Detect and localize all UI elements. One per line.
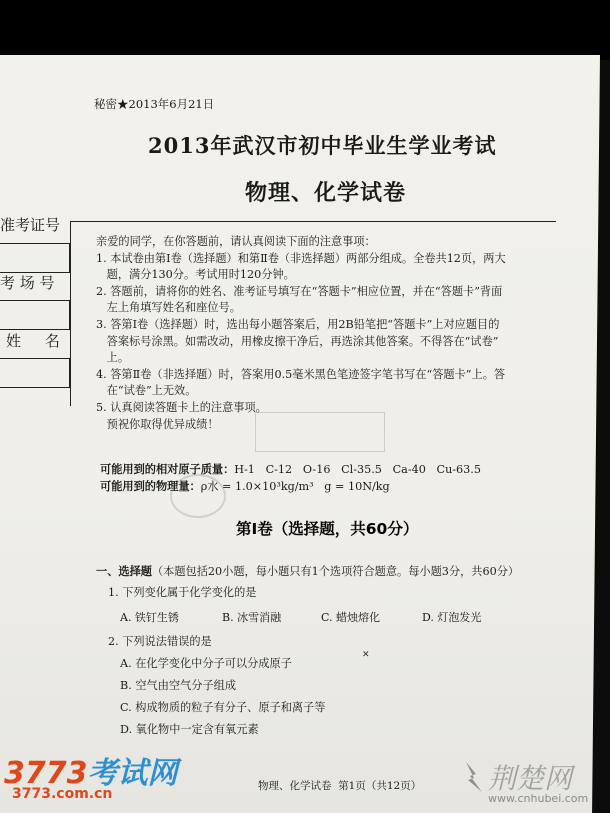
question-option: B. 空气由空气分子组成 [120, 679, 237, 692]
binding-line [70, 221, 556, 222]
exam-title: 2013年武汉市初中毕业生学业考试 [148, 133, 497, 158]
instruction-line: 3. 答第Ⅰ卷（选择题）时，选出每小题答案后，用2B铅笔把“答题卡”上对应题目的 [96, 317, 500, 331]
name-box[interactable] [0, 358, 70, 388]
exam-room-box[interactable] [0, 300, 70, 330]
binding-line-vertical [70, 221, 71, 406]
question-option: B. 冰雪消融 [222, 611, 282, 624]
question-option: D. 灯泡发光 [422, 611, 482, 624]
section-intro-label: 一、选择题 [96, 565, 152, 578]
watermark-cnhubei-url: www.cnhubei.com [488, 792, 589, 805]
exam-room-label: 考 场 号 [0, 274, 55, 292]
watermark-3773-url: 3773.com.cn [12, 786, 113, 802]
constants-block [100, 462, 481, 495]
cnhubei-logo-icon [462, 760, 488, 794]
instruction-line: 左上角填写姓名和座位号。 [96, 301, 241, 315]
watermark-cnhubei-logo: 荆楚网 [488, 762, 573, 795]
ticket-number-label: 准考证号 [0, 216, 61, 234]
instruction-line: 5. 认真阅读答题卡上的注意事项。 [96, 400, 267, 414]
question-stem: 1. 下列变化属于化学变化的是 [108, 585, 257, 599]
section-intro-text: （本题包括20小题，每小题只有1个选项符合题意。每小题3分，共60分） [151, 565, 520, 578]
watermark-brand-number: 3773 [4, 756, 88, 791]
question-option: A. 铁钉生锈 [120, 611, 179, 624]
question-stem: 2. 下列说法错误的是 [108, 635, 212, 648]
stray-pen-mark: ✕ [362, 650, 370, 660]
physics-quantity-label: 可能用到的物理量： [100, 479, 201, 493]
question-option: A. 在化学变化中分子可以分成原子 [120, 657, 292, 670]
ticket-number-box[interactable] [0, 243, 70, 273]
instruction-line: 答案标号涂黑。如需改动，用橡皮擦干净后，再选涂其他答案。不得答在“试卷” [96, 334, 499, 348]
watermark-brand-text: 考试网 [87, 756, 178, 791]
instruction-line: 1. 本试卷由第Ⅰ卷（选择题）和第Ⅱ卷（非选择题）两部分组成。全卷共12页，两大 [96, 251, 506, 265]
physics-quantity-values: ρ水 = 1.0×10³kg/m³ g = 10N/kg [200, 479, 390, 493]
confidential-date: 秘密★2013年6月21日 [94, 97, 215, 111]
instructions [96, 234, 506, 433]
question-option: D. 氧化物中一定含有氧元素 [120, 723, 259, 736]
question-2 [108, 631, 325, 741]
name-label: 姓 名 [6, 332, 60, 350]
instruction-line: 4. 答第Ⅱ卷（非选择题）时，答案用0.5毫米黑色笔迹签字笔书写在“答题卡”上。答 [96, 367, 506, 381]
section-title: 第Ⅰ卷（选择题，共60分） [236, 520, 419, 538]
instruction-line: 上。 [96, 351, 130, 365]
atomic-mass-label: 可能用到的相对原子质量： [100, 463, 235, 476]
question-option: C. 构成物质的粒子有分子、原子和离子等 [120, 701, 326, 714]
instruction-line: 题，满分130分。考试用时120分钟。 [96, 268, 295, 282]
page-footer: 物理、化学试卷 第1页（共12页） [258, 780, 422, 792]
paper-subtitle: 物理、化学试卷 [245, 180, 407, 206]
question-option: C. 蜡烛熔化 [321, 611, 381, 624]
atomic-mass-values: H-1 C-12 O-16 Cl-35.5 Ca-40 Cu-63.5 [234, 463, 481, 476]
instruction-line: 在“试卷”上无效。 [96, 384, 197, 398]
background [0, 0, 610, 60]
instruction-line: 亲爱的同学，在你答题前，请认真阅读下面的注意事项： [96, 235, 376, 248]
instruction-line: 2. 答题前，请将你的姓名、准考证号填写在“答题卡”相应位置，并在“答题卡”背面 [96, 284, 503, 298]
instruction-line: 预祝你取得优异成绩！ [96, 417, 219, 431]
question-block [96, 564, 519, 601]
